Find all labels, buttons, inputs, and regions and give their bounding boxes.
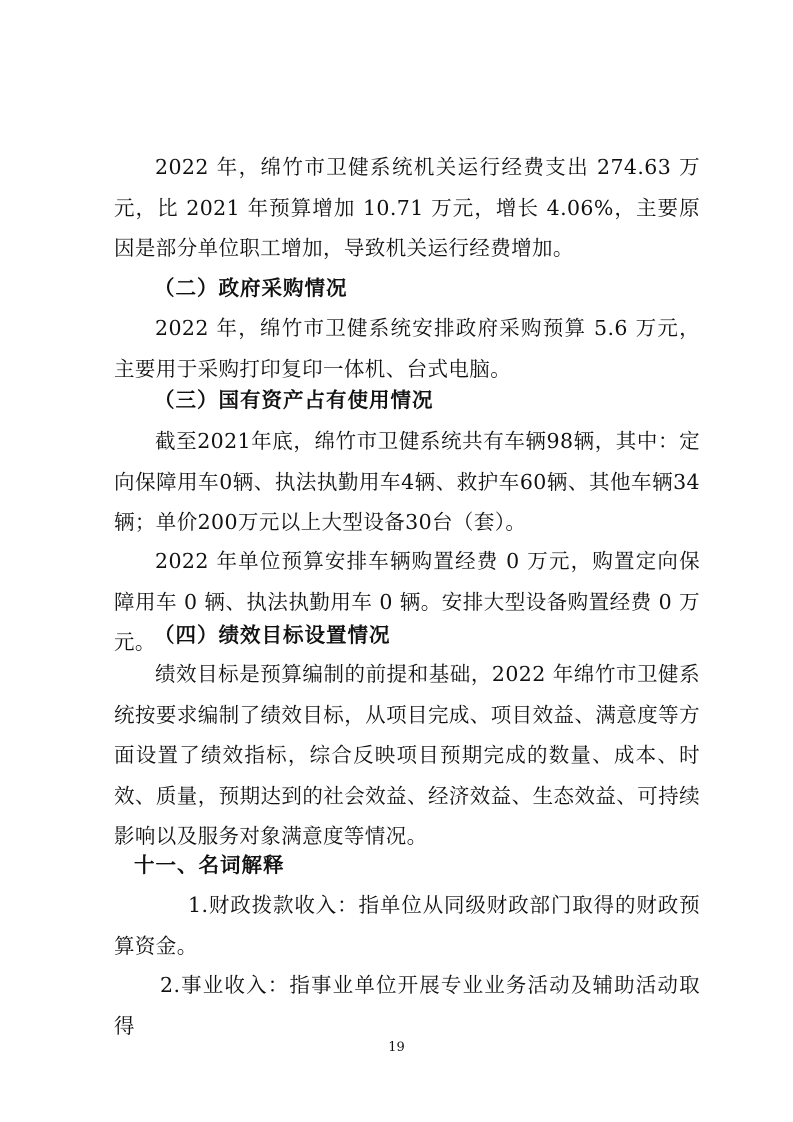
heading-performance-goals: （四）绩效目标设置情况 — [154, 623, 391, 647]
paragraph-operating-expenses: 2022 年，绵竹市卫健系统机关运行经费支出 274.63 万元，比 2021 年预算增加 10.71 万元，增长 4.06%，主要原因是部分单位职工增加，导致机关运行经费增加。 — [114, 155, 700, 260]
glossary-item-business-income: 2.事业收入：指事业单位开展专业业务活动及辅助活动取得 — [114, 973, 700, 1038]
heading-state-assets: （三）国有资产占有使用情况 — [154, 388, 434, 412]
glossary-item-fiscal-appropriation: 1.财政拨款收入：指单位从同级财政部门取得的财政预算资金。 — [114, 893, 700, 958]
paragraph-government-procurement: 2022 年，绵竹市卫健系统安排政府采购预算 5.6 万元，主要用于采购打印复印一体机、台式电脑。 — [114, 316, 700, 381]
page-number: 19 — [388, 1040, 405, 1055]
paragraph-vehicle-purchase-budget: 2022 年单位预算安排车辆购置经费 0 万元，购置定向保障用车 0 辆、执法执勤用车 0 辆。安排大型设备购置经费 0 万元。 — [114, 549, 700, 654]
heading-government-procurement: （二）政府采购情况 — [154, 276, 348, 300]
section-title-glossary: 十一、名词解释 — [134, 853, 285, 877]
paragraph-performance-goals: 绩效目标是预算编制的前提和基础，2022 年绵竹市卫健系统按要求编制了绩效目标，从项目完成、项目效益、满意度等方面设置了绩效指标，综合反映项目预期完成的数量、成本、时效、质量，预期达到的社会效益、经济效益、生态效益、可持续影响以及服务对象满意度等情况。 — [114, 662, 700, 848]
paragraph-vehicles-equipment: 截至2021年底，绵竹市卫健系统共有车辆98辆，其中：定向保障用车0辆、执法执勤用车4辆、救护车60辆、其他车辆34辆；单价200万元以上大型设备30台（套）。 — [114, 429, 700, 534]
